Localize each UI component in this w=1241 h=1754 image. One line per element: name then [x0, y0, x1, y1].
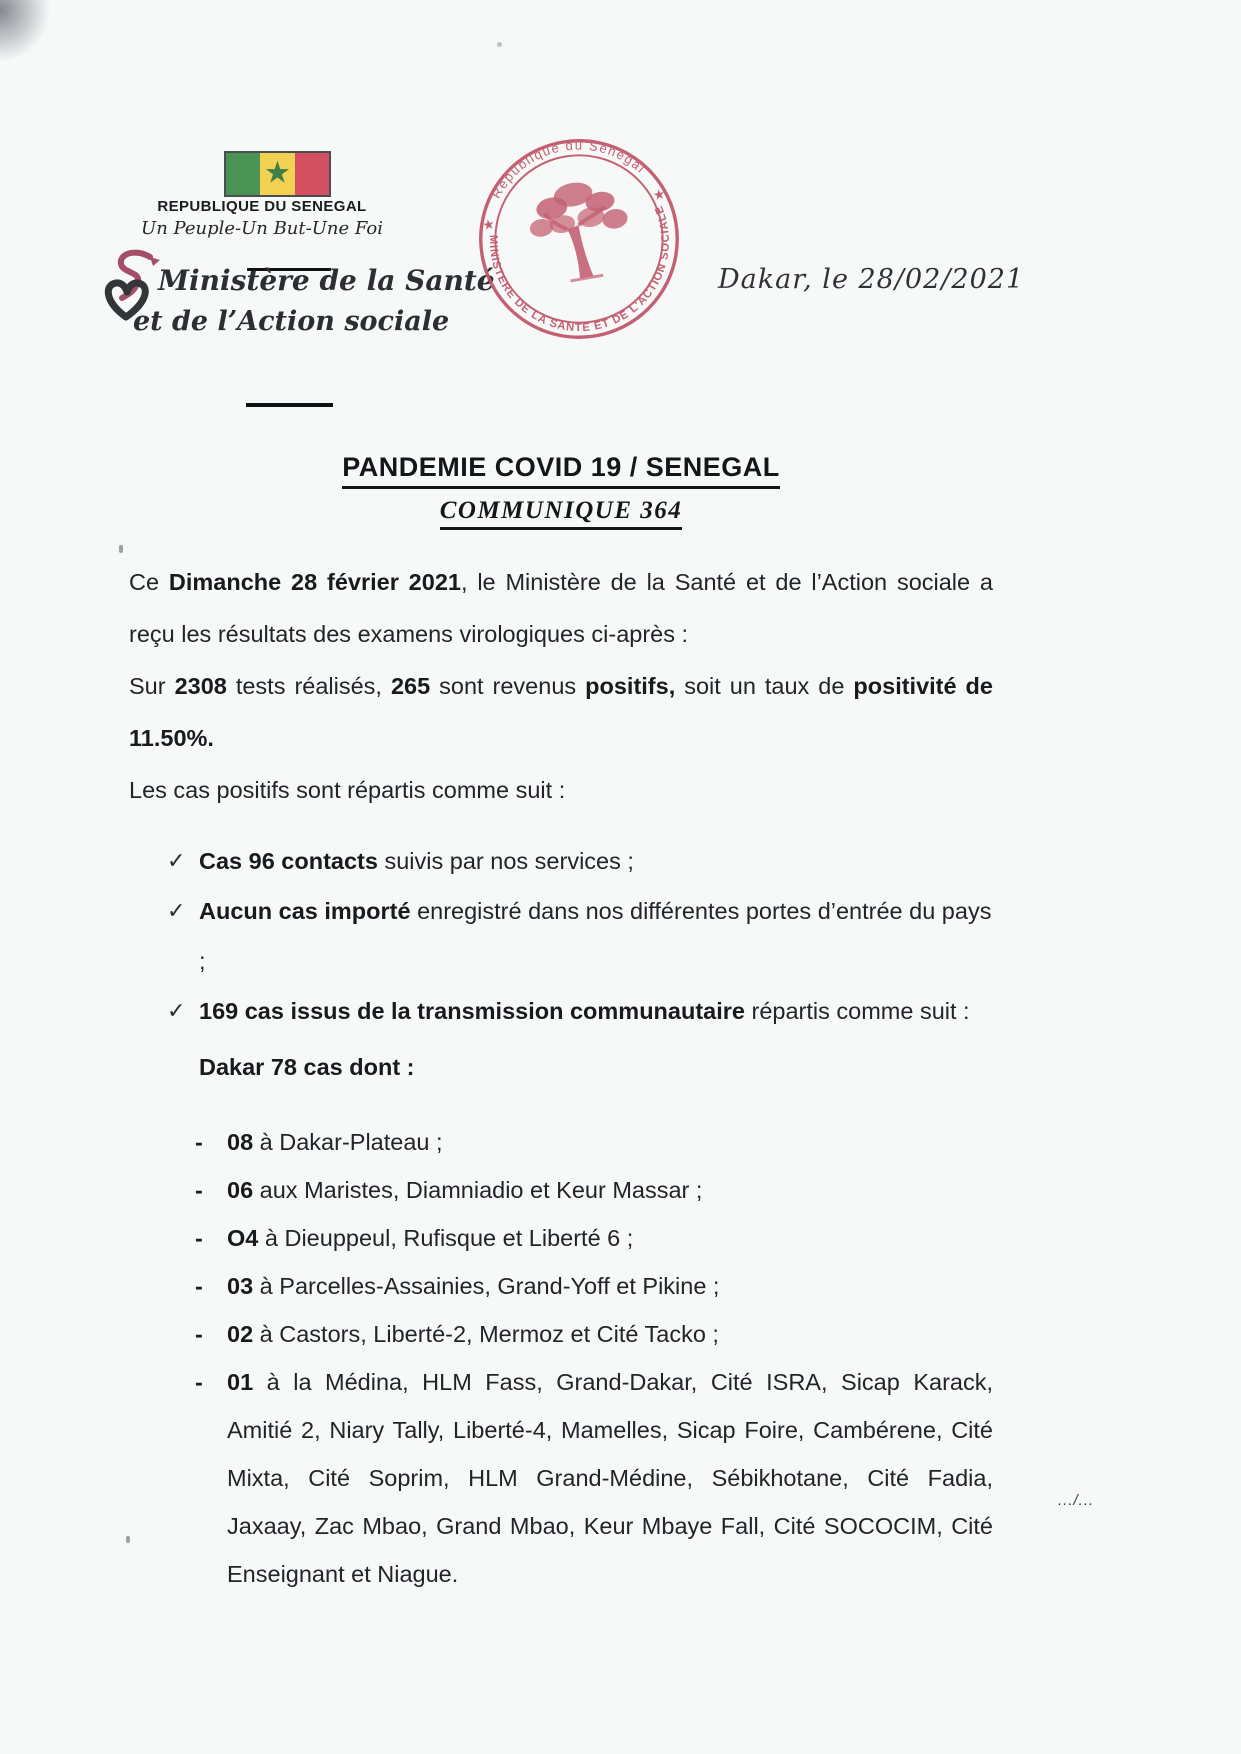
- scan-smudge: [0, 0, 54, 66]
- case-breakdown-list: [129, 836, 993, 1036]
- list-item: [129, 1118, 993, 1166]
- list-item: [129, 986, 993, 1036]
- flag-yellow-band: [260, 153, 294, 195]
- snake-icon: [121, 253, 150, 281]
- national-motto: Un Peuple-Un But-Une Foi: [141, 218, 383, 239]
- stamp-star-right-icon: ★: [651, 186, 667, 204]
- divider-line: [246, 403, 333, 407]
- list-item-text: Aucun cas importé enregistré dans nos différentes portes d’entrée du pays ;: [199, 898, 992, 974]
- list-item: [129, 1214, 993, 1262]
- document-title: PANDEMIE COVID 19 / SENEGAL: [342, 452, 780, 489]
- senegal-flag: [224, 151, 331, 197]
- paragraph-intro: Ce Dimanche 28 février 2021, le Ministère de la Santé et de l’Action sociale a reçu les résultats des examens virologiques ci-après :: [129, 569, 993, 647]
- stamp-star-left-icon: ★: [481, 216, 496, 234]
- dash-bullet: -: [195, 1177, 203, 1203]
- list-item-text: O4 à Dieuppeul, Rufisque et Liberté 6 ;: [227, 1225, 634, 1251]
- checkmark-icon: ✓: [167, 898, 186, 923]
- checkmark-icon: ✓: [167, 848, 186, 873]
- list-item-text: Cas 96 contacts suivis par nos services ;: [199, 848, 634, 874]
- flag-green-band: [226, 153, 260, 195]
- ministry-stamp: [455, 115, 703, 363]
- dash-bullet: -: [195, 1369, 203, 1395]
- paragraph-distribution-intro: Les cas positifs sont répartis comme suit :: [129, 777, 566, 803]
- dash-bullet: -: [195, 1129, 203, 1155]
- list-item: [129, 1166, 993, 1214]
- scan-speck: [497, 42, 502, 47]
- list-item-text: 06 aux Maristes, Diamniadio et Keur Massar ;: [227, 1177, 703, 1203]
- scan-speck: [119, 545, 123, 553]
- list-item-text: 08 à Dakar-Plateau ;: [227, 1129, 443, 1155]
- continuation-mark: .../...: [1058, 1492, 1095, 1509]
- dash-bullet: -: [195, 1321, 203, 1347]
- document-subtitle: COMMUNIQUE 364: [440, 497, 683, 530]
- list-item-text: 01 à la Médina, HLM Fass, Grand-Dakar, Cité ISRA, Sicap Karack, Amitié 2, Niary Tally, Liberté-4, Mamelles, Sicap Foire, Cambérene, Cité Mixta, Cité Soprim, HLM Grand-Médine, Sébikhotane, Cité Fadia, Jaxaay, Zac Mbao, Grand Mbao, Keur Mbaye Fall, Cité SOCOCIM, Cité Enseignant et Niague.: [227, 1369, 993, 1587]
- list-item: [129, 1310, 993, 1358]
- dakar-districts-list: [129, 1118, 993, 1598]
- ministry-name-line1: Ministère de la Santé: [158, 264, 495, 297]
- ministry-name-line2: et de l’Action sociale: [133, 306, 450, 337]
- checkmark-icon: ✓: [167, 998, 186, 1023]
- flag-red-band: [295, 153, 329, 195]
- list-item: [129, 836, 993, 886]
- flag-star-icon: ★: [264, 156, 291, 190]
- dash-bullet: -: [195, 1273, 203, 1299]
- list-item-text: 03 à Parcelles-Assainies, Grand-Yoff et Pikine ;: [227, 1273, 720, 1299]
- list-item-text: 02 à Castors, Liberté-2, Mermoz et Cité Tacko ;: [227, 1321, 719, 1347]
- list-item: [129, 1358, 993, 1598]
- paragraph-test-results: Sur 2308 tests réalisés, 265 sont revenus positifs, soit un taux de positivité de 11.50%.: [129, 673, 993, 751]
- republic-label: REPUBLIQUE DU SENEGAL: [157, 198, 367, 215]
- stamp-bottom-text: MINISTERE DE LA SANTE ET DE L'ACTION SOCIALE: [486, 203, 673, 335]
- stamp-baobab-tree-icon: [523, 174, 636, 286]
- dash-bullet: -: [195, 1225, 203, 1251]
- dateline: Dakar, le 28/02/2021: [718, 264, 1025, 295]
- list-item: [129, 1262, 993, 1310]
- list-item: [129, 886, 993, 986]
- list-item-text: 169 cas issus de la transmission communautaire répartis comme suit :: [199, 998, 970, 1024]
- document-body: [129, 452, 993, 1598]
- stamp-top-text: République du Sénégal: [488, 137, 649, 201]
- dakar-cases-heading: Dakar 78 cas dont :: [199, 1054, 415, 1080]
